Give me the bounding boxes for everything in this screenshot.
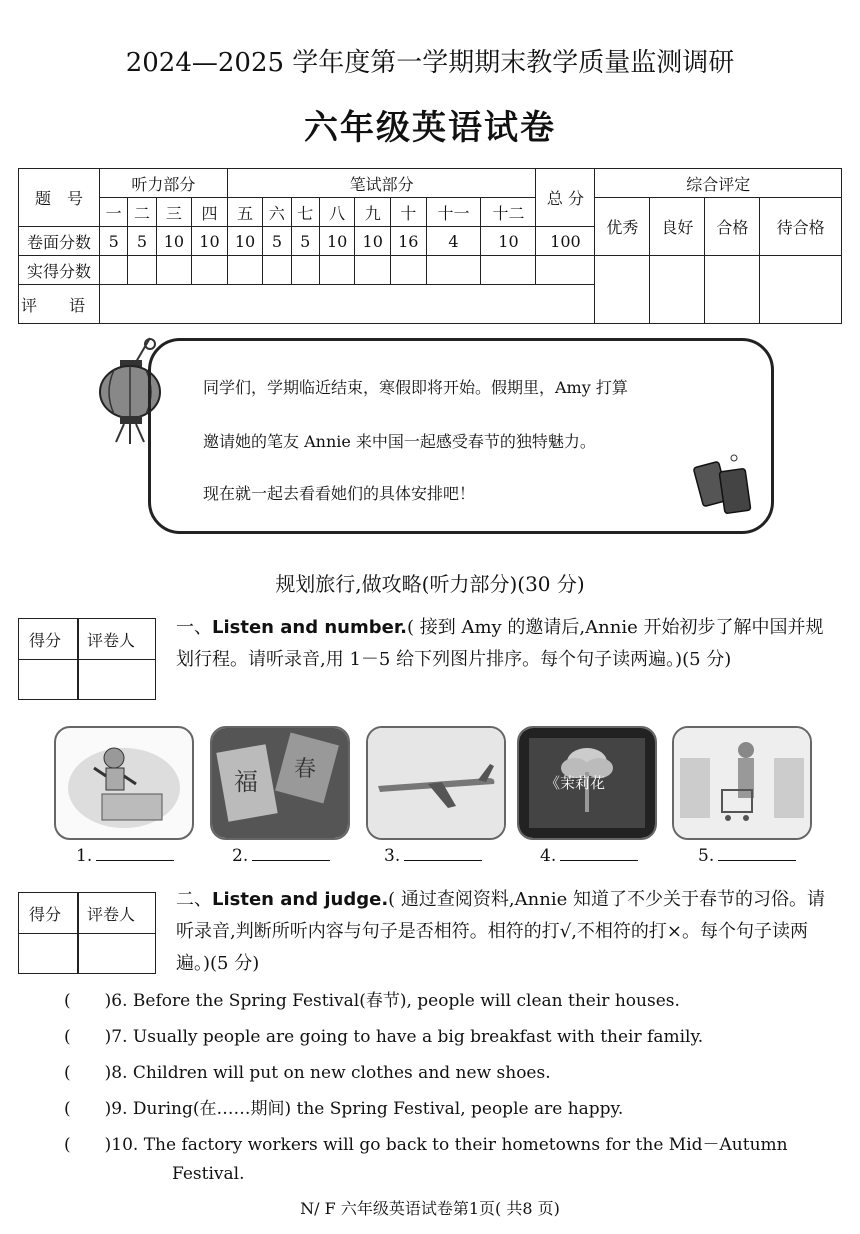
airplane-icon [368,728,504,838]
blank-label: 1. [76,846,93,866]
robot-icon [56,728,192,838]
grade-fail: 待合格 [760,198,842,256]
spring-couplet-icon [212,728,348,838]
judge-item-8: ( )8. Children will put on new clothes and new shoes. [64,1063,551,1083]
q1-title: Listen and number. [212,617,407,638]
notice-bubble [148,338,774,534]
picture-couplet [210,726,350,840]
exam-title: 六年级英语试卷 [304,108,556,148]
blank-label: 5. [698,846,715,866]
points-cell: 5 [291,227,319,256]
jasmine-caption: 《茉莉花 [545,774,606,792]
scorebox-pingjuanren: 评卷人 [87,631,136,650]
shopping-cart-icon [674,728,810,838]
blank-1[interactable] [76,846,174,866]
blank-2[interactable] [232,846,330,866]
col-num: 八 [319,198,355,227]
notice-line-3: 现在就一起去看看她们的具体安排吧！ [203,484,476,503]
scorebox-q1 [18,618,156,700]
total-points: 100 [536,227,595,256]
picture-shopping [672,726,812,840]
actual-cell[interactable] [390,256,426,285]
q1-num: 一、 [176,617,212,638]
eval-label: 综合评定 [595,169,842,198]
actual-cell[interactable] [192,256,228,285]
group-listening: 听力部分 [100,169,228,198]
col-num: 十二 [481,198,536,227]
group-written: 笔试部分 [227,169,536,198]
row-comment-label: 评 语 [19,285,100,324]
points-cell: 5 [128,227,156,256]
scorebox-defen: 得分 [29,631,62,650]
blank-5[interactable] [698,846,796,866]
actual-cell[interactable] [426,256,481,285]
blank-3[interactable] [384,846,482,866]
col-num: 十一 [426,198,481,227]
picture-airplane [366,726,506,840]
col-num: 三 [156,198,192,227]
actual-cell[interactable] [319,256,355,285]
svg-text:春: 春 [294,757,317,782]
eval-cell[interactable] [705,256,760,324]
blank-4[interactable] [540,846,638,866]
q2-title: Listen and judge. [212,889,389,910]
actual-cell[interactable] [156,256,192,285]
col-num: 五 [227,198,263,227]
q2-instruction: ( 通过查阅资料,Annie 知道了不少关于春节的习俗。请听录音,判断所听内容与句子是否相符。相符的打√,不相符的打×。每个句子读两遍。)(5 分) [176,889,825,974]
points-cell: 10 [481,227,536,256]
notice-line-1: 同学们，学期临近结束，寒假即将开始。假期里，Amy 打算 [203,378,628,397]
row-points-label: 卷面分数 [19,227,100,256]
eval-cell[interactable] [650,256,705,324]
score-table [18,168,842,324]
points-cell: 5 [263,227,291,256]
judge-item-7: ( )7. Usually people are going to have a big breakfast with their family. [64,1027,704,1047]
col-num: 十 [390,198,426,227]
page-footer: N/ F 六年级英语试卷第1页( 共8 页) [300,1199,560,1218]
svg-text:福: 福 [234,768,258,796]
label-tihao: 题 号 [19,169,100,227]
points-cell: 10 [319,227,355,256]
grade-good: 良好 [650,198,705,256]
section-heading: 规划旅行,做攻略(听力部分)(30 分) [275,572,585,596]
col-num: 一 [100,198,128,227]
points-cell: 5 [100,227,128,256]
points-cell: 10 [355,227,391,256]
col-num: 七 [291,198,319,227]
actual-total[interactable] [536,256,595,285]
judge-item-10-cont: Festival. [172,1164,245,1184]
scorebox-q2 [18,892,156,974]
points-cell: 10 [227,227,263,256]
points-cell: 4 [426,227,481,256]
picture-robot [54,726,194,840]
judge-item-6: ( )6. Before the Spring Festival(春节), people will clean their houses. [64,991,680,1011]
q2-heading [176,884,836,980]
total-label: 总 分 [536,169,595,227]
row-actual-label: 实得分数 [19,256,100,285]
blank-label: 4. [540,846,557,866]
blank-label: 2. [232,846,249,866]
actual-cell[interactable] [128,256,156,285]
col-num: 二 [128,198,156,227]
q1-heading [176,612,836,676]
actual-cell[interactable] [227,256,263,285]
actual-cell[interactable] [100,256,128,285]
actual-cell[interactable] [481,256,536,285]
grade-excellent: 优秀 [595,198,650,256]
grade-pass: 合格 [705,198,760,256]
exam-subtitle: 2024—2025 学年度第一学期期末教学质量监测调研 [125,48,735,78]
comment-cell[interactable] [100,285,595,324]
judge-item-10: ( )10. The factory workers will go back to their hometowns for the Mid－Autumn [64,1135,788,1155]
points-cell: 16 [390,227,426,256]
picture-jasmine [517,726,657,840]
actual-cell[interactable] [355,256,391,285]
red-envelope-icon [692,452,762,522]
points-cell: 10 [156,227,192,256]
actual-cell[interactable] [263,256,291,285]
points-cell: 10 [192,227,228,256]
q2-num: 二、 [176,889,212,910]
scorebox-pingjuanren: 评卷人 [87,905,136,924]
eval-cell[interactable] [760,256,842,324]
col-num: 九 [355,198,391,227]
col-num: 六 [263,198,291,227]
col-num: 四 [192,198,228,227]
judge-item-9: ( )9. During(在……期间) the Spring Festival, people are happy. [64,1099,624,1119]
blank-label: 3. [384,846,401,866]
scorebox-defen: 得分 [29,905,62,924]
eval-cell[interactable] [595,256,650,324]
q1-instruction: ( 接到 Amy 的邀请后,Annie 开始初步了解中国并规划行程。请听录音,用 1－5 给下列图片排序。每个句子读两遍。)(5 分) [176,617,824,670]
actual-cell[interactable] [291,256,319,285]
notice-line-2: 邀请她的笔友 Annie 来中国一起感受春节的独特魅力。 [203,432,596,451]
